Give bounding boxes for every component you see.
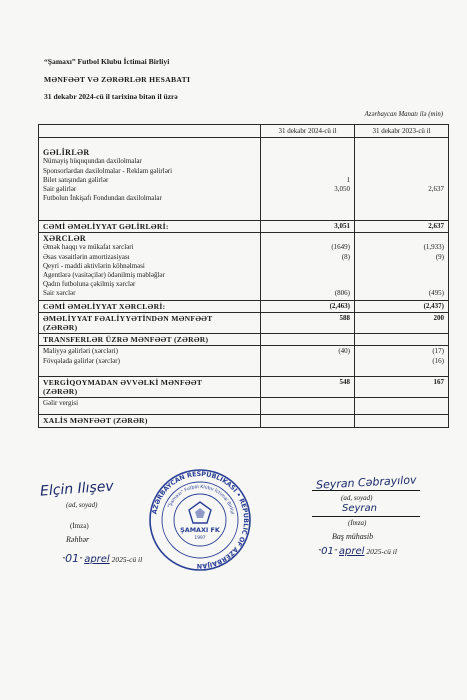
- currency-note: Azərbaycan Manatı ilə (min): [364, 111, 443, 118]
- accountant-date-day: 01: [321, 546, 334, 557]
- expense-item: Qeyri - maddi aktivlərin köhnəlməsi: [43, 261, 145, 270]
- total-income-2024: 3,051: [261, 221, 355, 233]
- income-item: Sponsorlardan daxilolmalar - Reklam gəlirləri: [43, 166, 173, 175]
- total-expenses-label: CƏMİ ƏMƏLİYYAT XƏRCLƏRİ:: [39, 300, 261, 312]
- expense-value-2024: [265, 271, 350, 280]
- expense-value-2023: (495): [428, 289, 444, 298]
- pretax-profit-2024: 548: [261, 377, 355, 398]
- operating-profit-label-suffix: (ZƏRƏR): [43, 323, 78, 333]
- director-signature: Elçin Ilışev: [39, 478, 115, 500]
- org-name: “Şamaxı” Futbol Klubu İctimai Birliyi: [44, 57, 170, 66]
- director-date: "01" aprel 2025-cü il: [62, 552, 143, 565]
- income-tax-label: Gəlir vergisi: [39, 398, 261, 415]
- expense-item: Sair xərclər: [43, 289, 76, 298]
- director-date-day: 01: [65, 552, 80, 565]
- expense-value-2023: [359, 262, 444, 271]
- financial-section: [39, 346, 449, 377]
- financial-item: Maliyyə gəlirləri (xərcləri): [43, 347, 119, 356]
- director-signature-caption: (İmza): [70, 522, 89, 530]
- accountant-signature-caption: (İmza): [348, 519, 367, 527]
- income-value-2024: 3,050: [334, 184, 350, 193]
- director-role: Rəhbər: [66, 535, 90, 544]
- income-value-2024: [265, 167, 350, 176]
- operating-profit-2023: 200: [355, 312, 449, 333]
- stamp-year: 1997: [194, 536, 206, 541]
- expense-value-2023: (1,933): [423, 243, 444, 252]
- pretax-profit-label: VERGİQOYMADAN ƏVVƏLKİ MƏNFƏƏT: [43, 378, 203, 388]
- expenses-heading: XƏRCLƏR: [43, 234, 87, 244]
- operating-profit-label: ƏMƏLİYYAT FƏALİYYƏTİNDƏN MƏNFƏƏT: [43, 313, 213, 323]
- expense-value-2023: (9): [435, 252, 444, 261]
- accountant-name-caption: (ad, soyad): [341, 494, 373, 502]
- accountant-signature: Seyran Cəbrayılov: [315, 473, 417, 492]
- transfer-label: TRANSFERLƏR ÜZRƏ MƏNFƏƏT (ZƏRƏR): [39, 334, 261, 346]
- column-header-row: [39, 125, 449, 138]
- income-value-2024: [265, 157, 350, 166]
- income-statement-table: [38, 124, 449, 428]
- expense-item: Qadın futboluna çəkilmiş xərclər: [43, 280, 136, 289]
- column-2024: 31 dekabr 2024-cü il: [261, 125, 355, 138]
- pretax-profit-2023: 167: [355, 377, 449, 398]
- income-value-2023: [359, 157, 444, 166]
- net-profit-label: XALİS MƏNFƏƏT (ZƏRƏR): [39, 415, 261, 427]
- total-income-2023: 2,637: [355, 221, 449, 233]
- stamp-inner-text: "Şamaxı" Futbol Klubu İctimai Birliyi: [167, 484, 235, 515]
- total-expenses-2024: (2,463): [261, 300, 355, 312]
- operating-profit-2024: 588: [261, 312, 355, 333]
- total-expenses-row: [39, 300, 449, 312]
- accountant-role: Baş mühasib: [332, 532, 374, 541]
- expense-value-2024: [265, 262, 350, 271]
- income-section: [39, 138, 449, 221]
- net-profit-row: [39, 415, 449, 427]
- expense-value-2024: [265, 280, 350, 289]
- expense-item: Agentlərə (vasitəçilər) ödənilmiş məbləğlər: [43, 271, 165, 280]
- stamp-outer-text: AZƏRBAYCAN RESPUBLİKASI • REPUBLIC OF AZERBAIJAN: [150, 469, 251, 571]
- income-tax-row: [39, 398, 449, 415]
- financial-value-2024: (40): [338, 347, 350, 356]
- expense-value-2024: (8): [341, 252, 350, 261]
- expense-item: Əsas vəsaitlərin amortizasiyası: [43, 252, 130, 261]
- income-value-2024: [265, 194, 350, 203]
- accountant-date: "01" aprel 2025-cü il: [318, 546, 397, 557]
- income-value-2023: [359, 194, 444, 203]
- income-value-2023: 2,637: [428, 184, 444, 193]
- income-item: Futbolun İnkişafı Fondundan daxilolmalar: [43, 194, 162, 203]
- income-item: Bilet satışından gəlirlər: [43, 175, 109, 184]
- expenses-section: [39, 233, 449, 300]
- income-value-2023: [359, 167, 444, 176]
- financial-value-2023: (16): [432, 356, 444, 365]
- accountant-date-suffix: 2025-cü il: [366, 547, 397, 556]
- income-value-2024: 1: [346, 175, 350, 184]
- expense-value-2024: (1649): [331, 243, 350, 252]
- total-income-row: [39, 221, 449, 233]
- income-heading: GƏLİRLƏR: [43, 148, 90, 158]
- organization-stamp: [148, 468, 252, 572]
- financial-item: Fövqəlada gəlirlər (xərclər): [43, 356, 120, 365]
- total-income-label: CƏMİ ƏMƏLİYYAT GƏLİRLƏRİ:: [39, 221, 261, 233]
- expense-value-2023: [359, 280, 444, 289]
- expense-value-2024: (806): [334, 289, 350, 298]
- report-period: 31 dekabr 2024-cü il tarixinə bitən il üzrə: [44, 92, 178, 101]
- financial-value-2023: (17): [432, 347, 444, 356]
- operating-profit-row: [39, 312, 449, 333]
- expense-value-2023: [359, 271, 444, 280]
- director-name-caption: (ad, soyad): [66, 501, 98, 509]
- income-item: Sair gəlirlər: [43, 185, 77, 193]
- director-date-month: aprel: [84, 554, 110, 565]
- financial-value-2024: [265, 357, 350, 366]
- income-item: Nümayiş hüququndan daxilolmalar: [43, 157, 142, 166]
- expense-item: Əmək haqqı və mükafat xərcləri: [43, 243, 134, 252]
- stamp-icon: [148, 468, 252, 572]
- accountant-date-month: aprel: [338, 546, 365, 557]
- director-date-suffix: 2025-cü il: [111, 555, 143, 564]
- stamp-club-name: ŞAMAXI FK: [180, 526, 220, 534]
- column-2023: 31 dekabr 2023-cü il: [355, 125, 449, 138]
- transfer-row: [39, 334, 449, 346]
- total-expenses-2023: (2,437): [355, 300, 449, 312]
- income-value-2023: [359, 176, 444, 185]
- accountant-signature-short: Seyran: [342, 503, 377, 514]
- report-title: MƏNFƏƏT VƏ ZƏRƏRLƏR HESABATI: [44, 75, 191, 84]
- pretax-profit-row: [39, 377, 449, 398]
- pretax-profit-label-suffix: (ZƏRƏR): [43, 387, 78, 397]
